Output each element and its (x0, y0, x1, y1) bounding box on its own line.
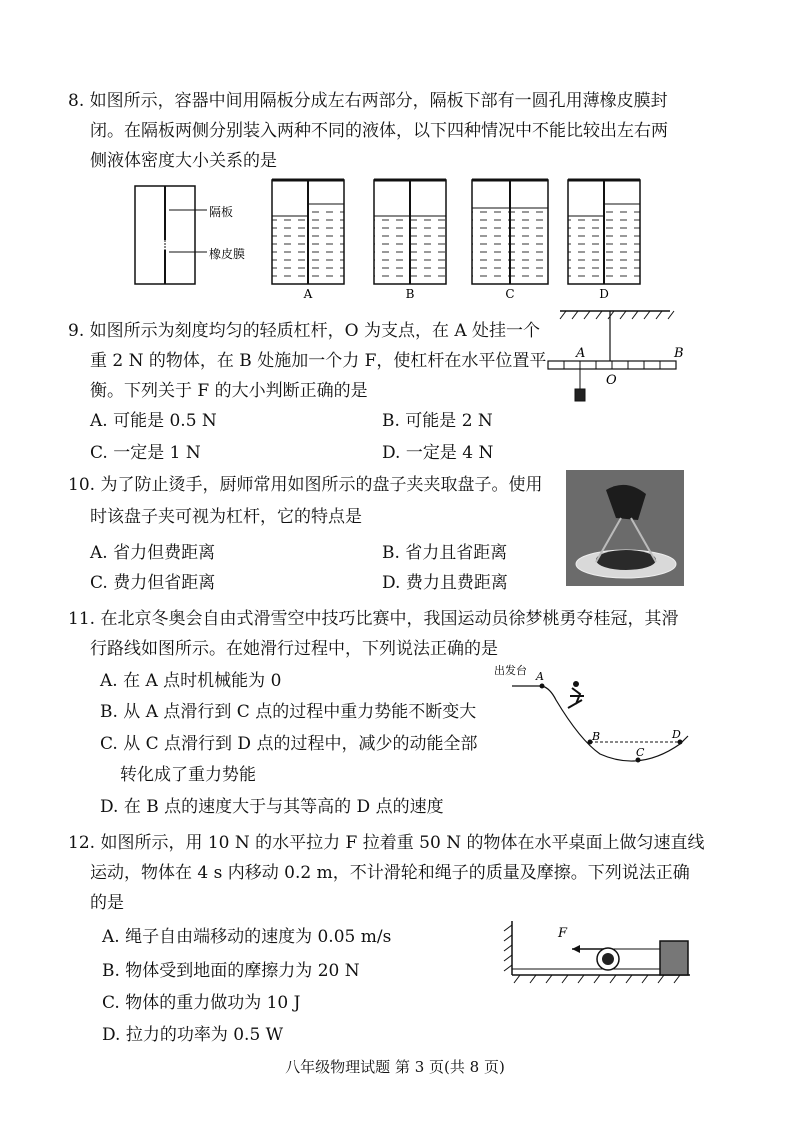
q11-line-2: 行路线如图所示。在她滑行过程中，下列说法正确的是 (90, 639, 498, 659)
q9-line-3: 衡。下列关于 F 的大小判断正确的是 (90, 381, 368, 401)
q11-fig-label-start: 出发台 (494, 664, 527, 677)
q10-option-a: A. 省力但费距离 (90, 543, 216, 563)
q9-option-b: B. 可能是 2 N (382, 411, 493, 431)
q11-option-a: A. 在 A 点时机械能为 0 (100, 671, 282, 691)
q10-line-2: 时该盘子夹可视为杠杆，它的特点是 (90, 507, 362, 527)
q12-pulley-figure (500, 915, 700, 995)
q12-option-b: B. 物体受到地面的摩擦力为 20 N (102, 961, 360, 981)
q12-option-d: D. 拉力的功率为 0.5 W (102, 1025, 284, 1045)
page-footer: 八年级物理试题 第 3 页(共 8 页) (285, 1058, 505, 1076)
q8-option-d-label: D (599, 287, 609, 301)
q9-option-d: D. 一定是 4 N (382, 443, 494, 463)
q11-line-1: 11. 在北京冬奥会自由式滑雪空中技巧比赛中，我国运动员徐梦桃勇夺桂冠，其滑 (68, 609, 679, 629)
q8-container-a (272, 180, 344, 284)
q8-container-c (472, 180, 548, 284)
q8-container-b (374, 180, 446, 284)
q11-option-b: B. 从 A 点滑行到 C 点的过程中重力势能不断变大 (100, 702, 477, 722)
q11-fig-label-a: A (536, 670, 544, 683)
q12-line-3: 的是 (90, 893, 124, 913)
plate-clamp-photo (566, 470, 684, 586)
q10-option-b: B. 省力且省距离 (382, 543, 508, 563)
q12-line-1: 12. 如图所示，用 10 N 的水平拉力 F 拉着重 50 N 的物体在水平桌面上做匀速直线 (68, 833, 705, 853)
q12-option-c: C. 物体的重力做功为 10 J (102, 993, 301, 1013)
q11-fig-label-b: B (592, 730, 601, 743)
q11-option-c: C. 从 C 点滑行到 D 点的过程中，减少的动能全部 (100, 734, 478, 754)
q8-option-c-label: C (505, 287, 515, 301)
q10-line-1: 10. 为了防止烫手，厨师常用如图所示的盘子夹夹取盘子。使用 (68, 475, 543, 495)
q9-fig-label-a: A (576, 346, 586, 361)
q11-fig-label-c: C (636, 746, 645, 759)
q12-option-a: A. 绳子自由端移动的速度为 0.05 m/s (102, 927, 392, 947)
q9-line-1: 9. 如图所示为刻度均匀的轻质杠杆，O 为支点，在 A 处挂一个 (68, 321, 541, 341)
q9-fig-label-o: O (606, 373, 617, 388)
q9-lever-figure (540, 305, 700, 405)
q9-option-a: A. 可能是 0.5 N (90, 411, 217, 431)
q11-option-d: D. 在 B 点的速度大于与其等高的 D 点的速度 (100, 797, 444, 817)
q11-ski-track-figure (490, 660, 700, 770)
q10-option-d: D. 费力且费距离 (382, 573, 508, 593)
skier-icon (568, 681, 584, 708)
q11-option-c-cont: 转化成了重力势能 (120, 765, 256, 785)
q9-line-2: 重 2 N 的物体，在 B 处施加一个力 F，使杠杆在水平位置平 (90, 351, 547, 371)
q8-option-b-label: B (405, 287, 415, 301)
q8-label-membrane: 橡皮膜 (209, 247, 246, 261)
q12-line-2: 运动，物体在 4 s 内移动 0.2 m，不计滑轮和绳子的质量及摩擦。下列说法正确 (90, 863, 690, 883)
q8-label-partition: 隔板 (209, 205, 234, 219)
q8-option-a-label: A (303, 287, 313, 301)
q10-option-c: C. 费力但省距离 (90, 573, 216, 593)
q11-fig-label-d: D (672, 728, 681, 741)
q8-line-3: 侧液体密度大小关系的是 (90, 151, 277, 171)
q12-fig-label-f: F (558, 926, 568, 941)
q8-container-d (568, 180, 640, 284)
q8-line-1: 8. 如图所示，容器中间用隔板分成左右两部分，隔板下部有一圆孔用薄橡皮膜封 (68, 91, 668, 111)
q8-line-2: 闭。在隔板两侧分别装入两种不同的液体，以下四种情况中不能比较出左右两 (90, 121, 668, 141)
q8-option-figures (268, 176, 648, 301)
q9-fig-label-b: B (674, 346, 684, 361)
q9-option-c: C. 一定是 1 N (90, 443, 201, 463)
